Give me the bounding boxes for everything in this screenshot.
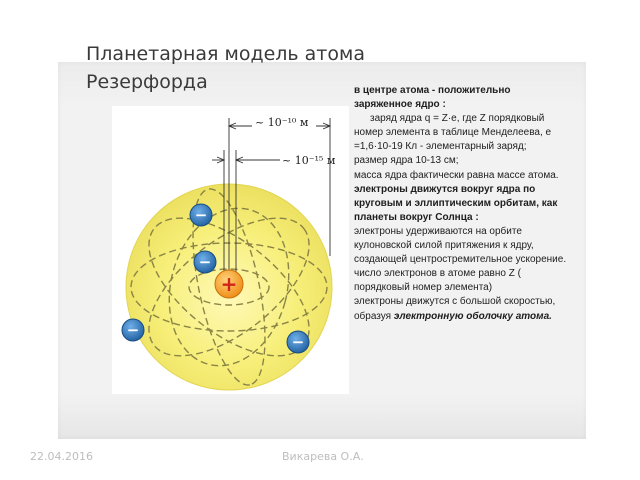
title-line-1: Планетарная модель атома — [86, 43, 365, 65]
atom-model-figure — [112, 106, 349, 394]
electron — [122, 319, 144, 341]
electron-minus-sign: − — [198, 253, 212, 271]
atom-size-label: ~ 10⁻¹⁰ м — [255, 116, 309, 129]
text-nucleus-heading: в центре атома - положительно заряженное ядро : — [354, 85, 511, 111]
electron — [190, 204, 212, 226]
text-electron-speed: электроны движутся с большой скоростью, образуя — [354, 296, 556, 322]
text-electron-shell-term: электронную оболочку атома. — [393, 310, 552, 322]
text-electron-shell — [354, 295, 570, 323]
electron-minus-sign: − — [291, 333, 305, 351]
text-electrons-heading: электроны движутся вокруг ядра по круговым и эллиптическим орбитам, как планеты вокруг Солнца : — [354, 183, 558, 223]
electron-minus-sign: − — [126, 321, 140, 339]
text-nucleus-charge: заряд ядра q = Z·e, где Z порядковый номер элемента в таблице Менделеева, е =1,6·10-19 Кл - элементарный заряд; — [354, 113, 552, 153]
text-nucleus-size: размер ядра 10-13 см; — [354, 155, 459, 167]
description-text — [354, 84, 570, 324]
atom-diagram — [112, 106, 349, 394]
footer-author: Викарева О.А. — [282, 450, 364, 463]
nucleus-plus-sign: + — [220, 272, 238, 296]
text-electron-count: число электронов в атоме равно Z ( порядковый номер элемента) — [354, 268, 521, 294]
footer-date: 22.04.2016 — [30, 450, 93, 463]
text-nucleus-mass: масса ядра фактически равна массе атома. — [354, 169, 559, 181]
electron-minus-sign: − — [194, 206, 208, 224]
title-line-2: Резерфорда — [86, 71, 208, 93]
text-electron-force: электроны удерживаются на орбите кулоновской силой притяжения к ядру, создающей центростремительное ускорение. — [354, 225, 567, 266]
nucleus-size-label: ~ 10⁻¹⁵ м — [282, 154, 336, 167]
electron — [287, 331, 309, 353]
electron — [194, 251, 216, 273]
